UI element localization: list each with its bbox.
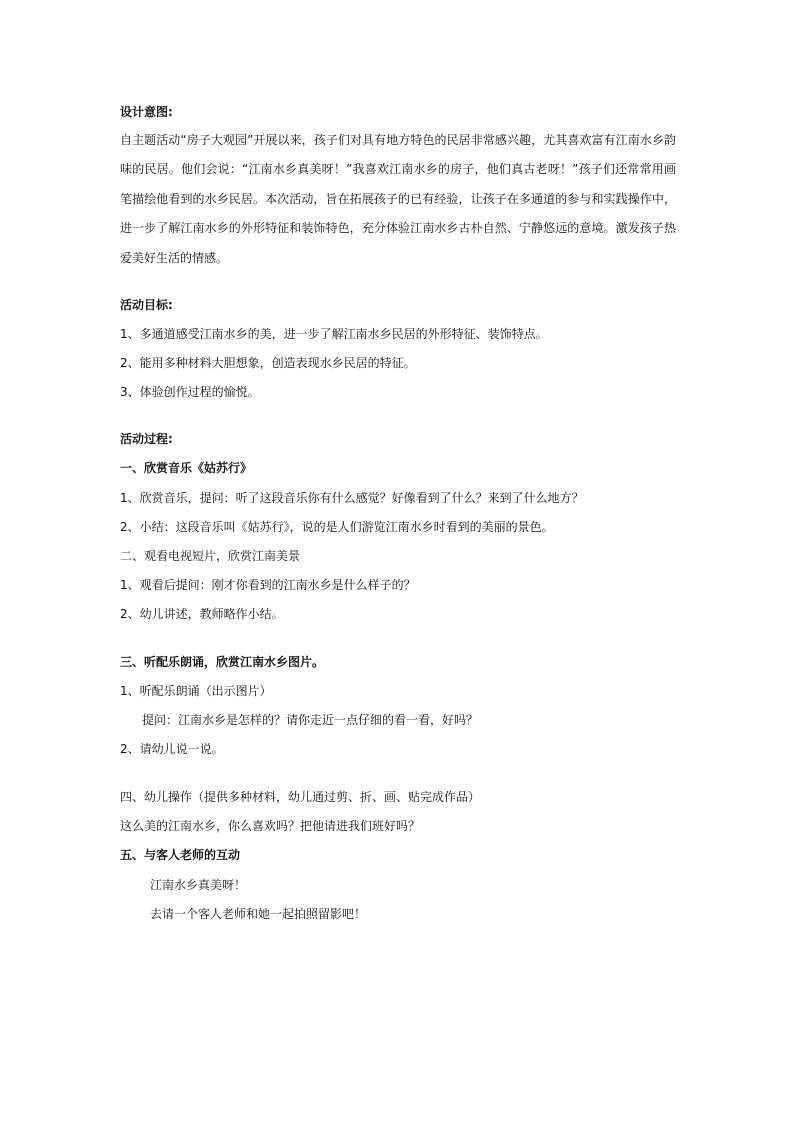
process-step-heading: 三、听配乐朗诵，欣赏江南水乡图片。: [120, 655, 325, 669]
process-line: 2、请幼儿说一说。: [120, 742, 224, 756]
process-line: 1、观看后提问：刚才你看到的江南水乡是什么样子的？: [120, 578, 416, 592]
design-intent-body: 自主题活动“房子大观园”开展以来，孩子们对具有地方特色的民居非常感兴趣，尤其喜欢富有江南水乡韵味的民居。他们会说：“江南水乡真美呀！”我喜欢江南水乡的房子，他们真古老呀！”孩子们还常常用画笔描绘他看到的水乡民居。本次活动，旨在拓展孩子的已有经验，让孩子在多通道的参与和实践操作中，进一步了解江南水乡的外形特征和装饰特色，充分体验江南水乡古朴自然、宁静悠远的意境。激发孩子热爱美好生活的情感。: [120, 133, 676, 265]
process-line: 1、欣赏音乐，提问：听了这段音乐你有什么感觉？好像看到了什么？来到了什么地方？: [120, 491, 584, 505]
process-heading: 活动过程:: [120, 432, 173, 446]
goals-heading: 活动目标:: [120, 298, 173, 312]
process-line: 1、听配乐朗诵（出示图片）: [120, 684, 272, 698]
process-line: 2、小结：这段音乐叫《姑苏行》，说的是人们游览江南水乡时看到的美丽的景色。: [120, 520, 554, 534]
goal-item: 2、能用多种材料大胆想象，创造表现水乡民居的特征。: [120, 356, 416, 370]
goal-item: 3、体验创作过程的愉悦。: [120, 385, 260, 399]
process-line: 这么美的江南水乡，你么喜欢吗？把他请进我们班好吗？: [120, 819, 421, 833]
process-step-heading: 一、欣赏音乐《姑苏行》: [120, 461, 253, 475]
process-step-heading: 四、幼儿操作（提供多种材料，幼儿通过剪、折、画、贴完成作品）: [120, 790, 481, 804]
process-line: 去请一个客人老师和她一起拍照留影吧！: [150, 907, 367, 921]
process-step-heading: 二、观看电视短片，欣赏江南美景: [120, 549, 301, 563]
process-line: 江南水乡真美呀！: [150, 878, 247, 892]
process-line: 2、幼儿讲述，教师略作小结。: [120, 607, 284, 621]
goal-item: 1、多通道感受江南水乡的美，进一步了解江南水乡民居的外形特征、装饰特点。: [120, 327, 548, 341]
process-step-heading: 五、与客人老师的互动: [120, 848, 241, 862]
process-line: 提问：江南水乡是怎样的？请你走近一点仔细的看一看，好吗？: [142, 713, 479, 727]
design-intent-heading: 设计意图:: [120, 105, 173, 119]
